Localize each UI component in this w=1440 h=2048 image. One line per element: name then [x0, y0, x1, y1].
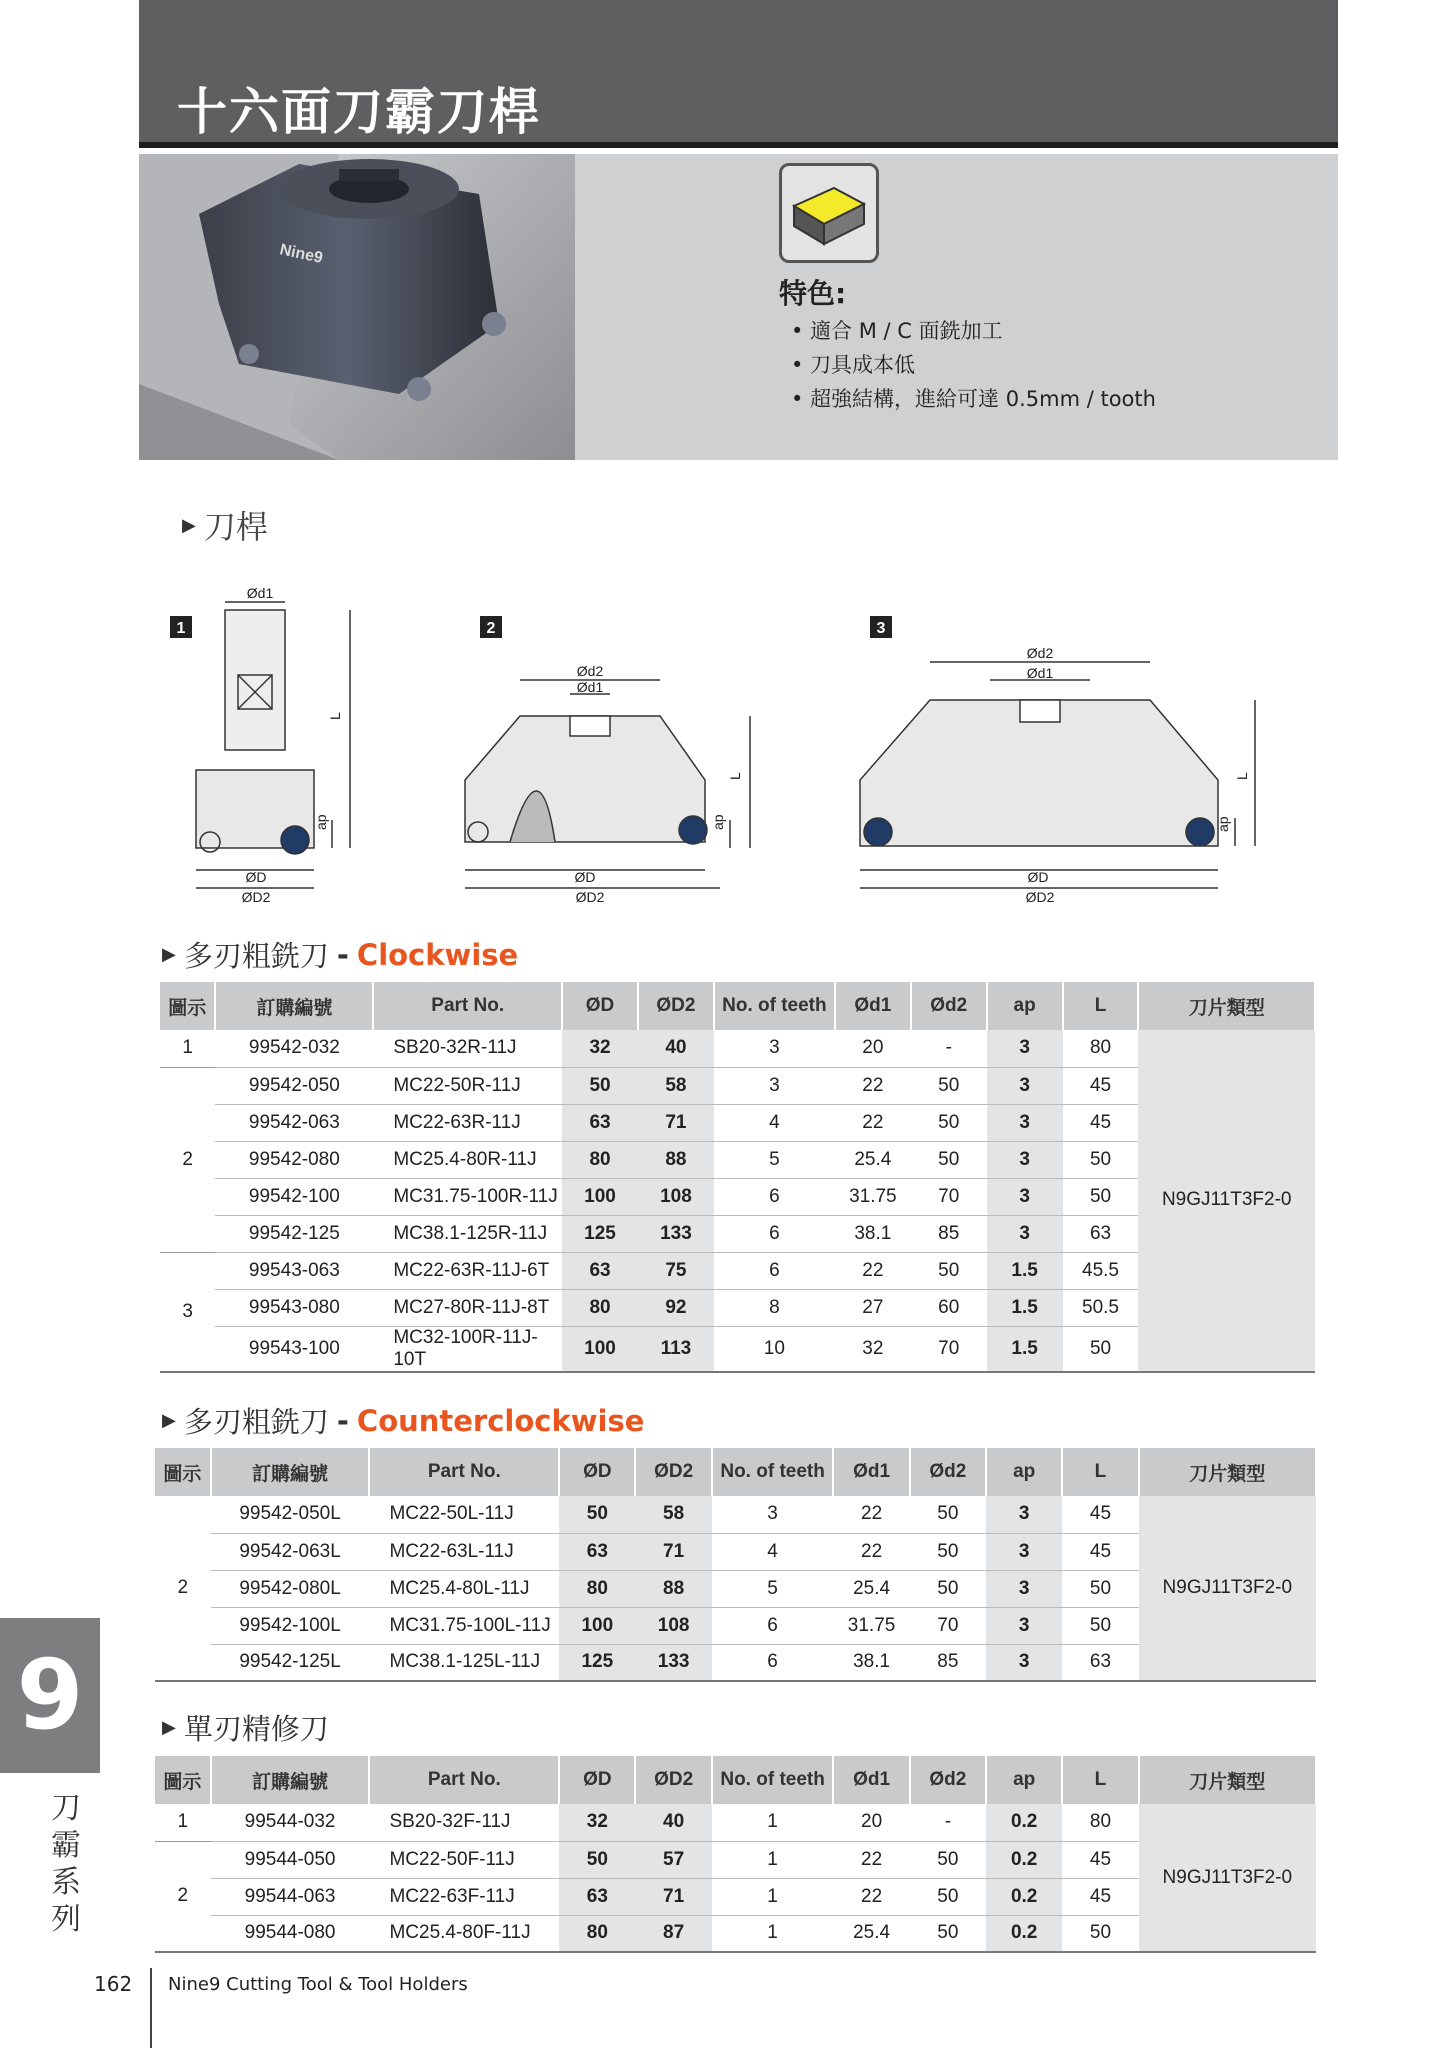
column-header: L — [1062, 1448, 1138, 1496]
ccw-table — [155, 1448, 1317, 1682]
table-cell: MC22-63R-11J-6T — [373, 1252, 562, 1289]
table-cell: 27 — [835, 1289, 911, 1326]
table-cell: 85 — [910, 1644, 986, 1681]
table-cell: 71 — [638, 1104, 714, 1141]
chapter-tab[interactable] — [0, 1618, 100, 1773]
column-header: Ød1 — [833, 1756, 909, 1804]
table-cell: 50 — [559, 1496, 635, 1533]
table-cell: MC22-63F-11J — [369, 1878, 559, 1915]
column-header: ØD2 — [635, 1448, 711, 1496]
table-cell: 70 — [911, 1326, 987, 1372]
table-cell: 71 — [635, 1878, 711, 1915]
table-cell: 32 — [559, 1804, 635, 1841]
table-cell: MC25.4-80F-11J — [369, 1915, 559, 1952]
dim-L-label: L — [1234, 772, 1250, 780]
table-cell: 87 — [635, 1915, 711, 1952]
table-cell: 99542-080L — [211, 1570, 370, 1607]
table-cell: 3 — [987, 1141, 1063, 1178]
table-cell: 50 — [1063, 1141, 1139, 1178]
table-cell: 58 — [635, 1496, 711, 1533]
column-header: 訂購編號 — [211, 1756, 370, 1804]
table-cell: 50 — [911, 1104, 987, 1141]
chapter-label: 刀霸系列 — [51, 1791, 81, 1937]
table-cell: 108 — [638, 1178, 714, 1215]
table-cell: - — [910, 1804, 986, 1841]
triangle-bullet-icon: ▶ — [182, 514, 196, 536]
table-cell: 50 — [911, 1141, 987, 1178]
column-header: No. of teeth — [714, 982, 835, 1030]
finish-section-heading — [162, 1707, 329, 1748]
holder-section-heading — [182, 502, 268, 548]
ccw-title-zh: 多刃粗銑刀 — [183, 1405, 329, 1439]
table-cell: 50 — [562, 1067, 638, 1104]
table-cell: MC38.1-125R-11J — [373, 1215, 562, 1252]
table-cell: MC22-50L-11J — [369, 1496, 559, 1533]
table-cell: 40 — [635, 1804, 711, 1841]
column-header: Ød1 — [833, 1448, 909, 1496]
dim-L-label: L — [327, 712, 343, 720]
insert-type-cell: N9GJ11T3F2-0 — [1138, 1030, 1315, 1372]
column-header: 訂購編號 — [211, 1448, 370, 1496]
table-cell: 0.2 — [986, 1804, 1062, 1841]
table-cell: 50 — [910, 1878, 986, 1915]
table-cell: 22 — [835, 1104, 911, 1141]
table-cell: 99542-100 — [215, 1178, 373, 1215]
table-cell: 31.75 — [835, 1178, 911, 1215]
table-cell: 3 — [986, 1496, 1062, 1533]
holder-section-title: 刀桿 — [203, 508, 268, 546]
column-header: ap — [986, 1448, 1062, 1496]
table-header-row — [160, 982, 1315, 1030]
triangle-bullet-icon: ▶ — [162, 1717, 176, 1738]
dim-D-label: ØD — [1027, 869, 1049, 885]
finish-table — [155, 1756, 1317, 1953]
table-cell: 99542-050 — [215, 1067, 373, 1104]
table-cell: 3 — [987, 1030, 1063, 1067]
table-cell: SB20-32R-11J — [373, 1030, 562, 1067]
column-header: L — [1063, 982, 1139, 1030]
feature-item: • 適合 M / C 面銑加工 — [791, 314, 1156, 348]
ccw-title-en: Counterclockwise — [356, 1403, 645, 1438]
finish-title-zh: 單刃精修刀 — [183, 1712, 329, 1746]
page-number: 162 — [94, 1972, 133, 1996]
table-cell: 80 — [562, 1141, 638, 1178]
table-header-row — [155, 1448, 1316, 1496]
table-cell: 125 — [559, 1644, 635, 1681]
insert-type-cell: N9GJ11T3F2-0 — [1139, 1496, 1316, 1681]
table-cell: 1.5 — [987, 1326, 1063, 1372]
table-cell: 50 — [910, 1496, 986, 1533]
table-cell: 45 — [1063, 1104, 1139, 1141]
table-cell: 133 — [635, 1644, 711, 1681]
table-cell: 6 — [714, 1178, 835, 1215]
column-header: 刀片類型 — [1139, 1756, 1316, 1804]
table-row — [155, 1804, 1316, 1841]
table-cell: 45 — [1063, 1067, 1139, 1104]
table-cell: 45 — [1062, 1496, 1138, 1533]
ccw-section-heading: ▶ 多刃粗銑刀 - Counterclockwise — [162, 1400, 644, 1441]
table-cell: 31.75 — [833, 1607, 909, 1644]
column-header: ap — [986, 1756, 1062, 1804]
table-cell: 5 — [714, 1141, 835, 1178]
figure-cell: 1 — [155, 1804, 211, 1841]
table-cell: 1 — [712, 1804, 834, 1841]
table-cell: 100 — [562, 1178, 638, 1215]
table-cell: 3 — [714, 1067, 835, 1104]
table-cell: MC31.75-100L-11J — [369, 1607, 559, 1644]
table-cell: 45.5 — [1063, 1252, 1139, 1289]
table-cell: 3 — [986, 1570, 1062, 1607]
table-cell: 38.1 — [833, 1644, 909, 1681]
table-cell: 99544-050 — [211, 1841, 370, 1878]
table-cell: 1 — [712, 1915, 834, 1952]
table-cell: 99543-063 — [215, 1252, 373, 1289]
feature-item: • 刀具成本低 — [791, 348, 1156, 382]
table-cell: 80 — [1062, 1804, 1138, 1841]
table-cell: 99542-080 — [215, 1141, 373, 1178]
table-cell: 99542-125L — [211, 1644, 370, 1681]
table-cell: 50 — [1062, 1915, 1138, 1952]
table-cell: 113 — [638, 1326, 714, 1372]
table-cell: MC38.1-125L-11J — [369, 1644, 559, 1681]
table-cell: - — [911, 1030, 987, 1067]
table-cell: 40 — [638, 1030, 714, 1067]
table-header-row — [155, 1756, 1316, 1804]
table-cell: 80 — [559, 1570, 635, 1607]
table-cell: 63 — [559, 1533, 635, 1570]
table-cell: 99542-063L — [211, 1533, 370, 1570]
table-cell: 80 — [559, 1915, 635, 1952]
table-cell: 108 — [635, 1607, 711, 1644]
table-cell: MC22-50R-11J — [373, 1067, 562, 1104]
column-header: Ød1 — [835, 982, 911, 1030]
table-cell: 0.2 — [986, 1841, 1062, 1878]
table-cell: 3 — [986, 1644, 1062, 1681]
cw-title-zh: 多刃粗銑刀 — [183, 939, 329, 973]
table-cell: 1 — [712, 1841, 834, 1878]
table-cell: 57 — [635, 1841, 711, 1878]
table-cell: 6 — [712, 1607, 834, 1644]
table-cell: 100 — [562, 1326, 638, 1372]
table-cell: 3 — [712, 1496, 834, 1533]
table-cell: 3 — [987, 1215, 1063, 1252]
table-cell: 6 — [712, 1644, 834, 1681]
dim-d2-label: Ød2 — [576, 663, 604, 679]
dim-d1-label: Ød1 — [576, 679, 604, 695]
table-cell: 99542-100L — [211, 1607, 370, 1644]
table-cell: 22 — [833, 1496, 909, 1533]
feature-list — [791, 314, 1156, 416]
table-cell: 75 — [638, 1252, 714, 1289]
table-cell: 63 — [562, 1252, 638, 1289]
figure-cell: 2 — [160, 1067, 215, 1252]
table-cell: 50 — [559, 1841, 635, 1878]
dim-D2-label: ØD2 — [575, 889, 605, 905]
column-header: ap — [987, 982, 1063, 1030]
table-cell: 88 — [635, 1570, 711, 1607]
table-cell: MC22-63L-11J — [369, 1533, 559, 1570]
table-cell: 6 — [714, 1252, 835, 1289]
table-cell: 3 — [986, 1533, 1062, 1570]
table-cell: 3 — [714, 1030, 835, 1067]
dimension-diagrams — [160, 580, 1320, 920]
figure-cell: 2 — [155, 1496, 211, 1681]
dim-d1-label: Ød1 — [1026, 665, 1054, 681]
dim-d2-label: Ød2 — [1026, 645, 1054, 661]
triangle-bullet-icon: ▶ — [162, 944, 176, 965]
table-cell: MC25.4-80R-11J — [373, 1141, 562, 1178]
table-cell: 6 — [714, 1215, 835, 1252]
table-cell: 99543-100 — [215, 1326, 373, 1372]
table-cell: 99544-063 — [211, 1878, 370, 1915]
triangle-bullet-icon: ▶ — [162, 1410, 176, 1431]
table-cell: 50 — [911, 1252, 987, 1289]
table-cell: 133 — [638, 1215, 714, 1252]
table-cell: MC22-50F-11J — [369, 1841, 559, 1878]
table-cell: 1 — [712, 1878, 834, 1915]
table-cell: 50 — [1063, 1326, 1139, 1372]
column-header: Part No. — [373, 982, 562, 1030]
dim-ap-label: ap — [1215, 816, 1231, 832]
table-cell: 88 — [638, 1141, 714, 1178]
table-cell: 22 — [833, 1841, 909, 1878]
product-photo — [139, 154, 575, 460]
table-cell: 58 — [638, 1067, 714, 1104]
table-cell: 50 — [910, 1533, 986, 1570]
table-cell: 80 — [562, 1289, 638, 1326]
chapter-number: 9 — [16, 1639, 84, 1751]
table-cell: 99542-125 — [215, 1215, 373, 1252]
table-cell: 71 — [635, 1533, 711, 1570]
table-cell: 99542-032 — [215, 1030, 373, 1067]
table-cell: 80 — [1063, 1030, 1139, 1067]
table-cell: 50 — [910, 1841, 986, 1878]
table-cell: 99543-080 — [215, 1289, 373, 1326]
column-header: ØD — [559, 1448, 635, 1496]
table-cell: 99544-032 — [211, 1804, 370, 1841]
table-cell: 5 — [712, 1570, 834, 1607]
table-cell: 50 — [910, 1570, 986, 1607]
table-cell: MC32-100R-11J-10T — [373, 1326, 562, 1372]
column-header: Part No. — [369, 1756, 559, 1804]
table-cell: MC25.4-80L-11J — [369, 1570, 559, 1607]
table-cell: 25.4 — [835, 1141, 911, 1178]
cw-section-heading: ▶ 多刃粗銑刀 - Clockwise — [162, 934, 518, 975]
dim-D2-label: ØD2 — [241, 889, 271, 905]
table-cell: 99544-080 — [211, 1915, 370, 1952]
dim-D-label: ØD — [245, 869, 267, 885]
table-cell: 3 — [987, 1104, 1063, 1141]
figure-cell: 2 — [155, 1841, 211, 1952]
table-cell: 45 — [1062, 1533, 1138, 1570]
figure-3-label: 3 — [876, 620, 886, 637]
table-cell: 63 — [562, 1104, 638, 1141]
table-cell: 50 — [1062, 1570, 1138, 1607]
column-header: 刀片類型 — [1138, 982, 1315, 1030]
table-cell: 3 — [986, 1607, 1062, 1644]
table-cell: 1.5 — [987, 1252, 1063, 1289]
table-cell: 22 — [835, 1067, 911, 1104]
table-cell: 22 — [835, 1252, 911, 1289]
table-cell: 8 — [714, 1289, 835, 1326]
table-cell: 60 — [911, 1289, 987, 1326]
table-cell: 20 — [833, 1804, 909, 1841]
table-cell: 22 — [833, 1533, 909, 1570]
table-cell: 50 — [910, 1915, 986, 1952]
figure-2-label: 2 — [486, 620, 496, 637]
table-cell: 92 — [638, 1289, 714, 1326]
table-cell: 70 — [911, 1178, 987, 1215]
table-row — [155, 1496, 1316, 1533]
column-header: No. of teeth — [712, 1448, 834, 1496]
table-cell: 63 — [559, 1878, 635, 1915]
table-cell: 85 — [911, 1215, 987, 1252]
table-cell: 99542-050L — [211, 1496, 370, 1533]
tool-logo: Nine9 — [278, 241, 325, 267]
table-cell: MC27-80R-11J-8T — [373, 1289, 562, 1326]
figure-1-label: 1 — [176, 620, 186, 637]
column-header: Ød2 — [911, 982, 987, 1030]
column-header: ØD2 — [638, 982, 714, 1030]
dim-D-label: ØD — [574, 869, 596, 885]
footer-text: Nine9 Cutting Tool & Tool Holders — [168, 1974, 468, 1995]
column-header: L — [1062, 1756, 1138, 1804]
cw-title-en: Clockwise — [356, 937, 519, 972]
table-cell: MC31.75-100R-11J — [373, 1178, 562, 1215]
table-cell: 10 — [714, 1326, 835, 1372]
table-cell: 0.2 — [986, 1878, 1062, 1915]
table-cell: 125 — [562, 1215, 638, 1252]
figure-cell: 3 — [160, 1252, 215, 1372]
page-title: 十六面刀霸刀桿 — [177, 83, 541, 141]
column-header: 刀片類型 — [1139, 1448, 1316, 1496]
table-cell: 38.1 — [835, 1215, 911, 1252]
table-cell: 63 — [1062, 1644, 1138, 1681]
table-cell: 100 — [559, 1607, 635, 1644]
footer-divider — [150, 1968, 152, 2048]
column-header: 圖示 — [155, 1448, 211, 1496]
table-cell: 50.5 — [1063, 1289, 1139, 1326]
table-cell: 25.4 — [833, 1570, 909, 1607]
table-cell: 99542-063 — [215, 1104, 373, 1141]
table-cell: 50 — [1062, 1607, 1138, 1644]
column-header: 圖示 — [160, 982, 215, 1030]
table-cell: 4 — [712, 1533, 834, 1570]
page-header — [139, 0, 1338, 148]
column-header: 訂購編號 — [215, 982, 373, 1030]
column-header: Ød2 — [910, 1756, 986, 1804]
insert-type-cell: N9GJ11T3F2-0 — [1139, 1804, 1316, 1952]
cw-table — [160, 982, 1316, 1373]
hero-banner — [139, 154, 1338, 460]
table-cell: 22 — [833, 1878, 909, 1915]
dim-D2-label: ØD2 — [1025, 889, 1055, 905]
column-header: Part No. — [369, 1448, 559, 1496]
table-cell: 32 — [562, 1030, 638, 1067]
figure-cell: 1 — [160, 1030, 215, 1067]
insert-icon — [779, 163, 879, 263]
column-header: ØD — [559, 1756, 635, 1804]
dim-ap-label: ap — [313, 814, 329, 830]
table-cell: 3 — [987, 1178, 1063, 1215]
table-cell: 45 — [1062, 1878, 1138, 1915]
table-cell: 25.4 — [833, 1915, 909, 1952]
table-cell: 0.2 — [986, 1915, 1062, 1952]
table-cell: 4 — [714, 1104, 835, 1141]
table-cell: 32 — [835, 1326, 911, 1372]
table-cell: 20 — [835, 1030, 911, 1067]
table-cell: SB20-32F-11J — [369, 1804, 559, 1841]
table-cell: 3 — [987, 1067, 1063, 1104]
dim-d1-label: Ød1 — [246, 585, 274, 601]
column-header: 圖示 — [155, 1756, 211, 1804]
feature-item: • 超強結構，進給可達 0.5mm / tooth — [791, 382, 1156, 416]
table-cell: MC22-63R-11J — [373, 1104, 562, 1141]
table-cell: 70 — [910, 1607, 986, 1644]
table-row — [160, 1030, 1315, 1067]
column-header: No. of teeth — [712, 1756, 834, 1804]
dim-ap-label: ap — [710, 814, 726, 830]
table-cell: 63 — [1063, 1215, 1139, 1252]
column-header: ØD — [562, 982, 638, 1030]
table-cell: 50 — [1063, 1178, 1139, 1215]
table-cell: 1.5 — [987, 1289, 1063, 1326]
dim-L-label: L — [727, 772, 743, 780]
column-header: Ød2 — [910, 1448, 986, 1496]
column-header: ØD2 — [635, 1756, 711, 1804]
feature-title: 特色: — [779, 277, 847, 310]
table-cell: 45 — [1062, 1841, 1138, 1878]
table-cell: 50 — [911, 1067, 987, 1104]
